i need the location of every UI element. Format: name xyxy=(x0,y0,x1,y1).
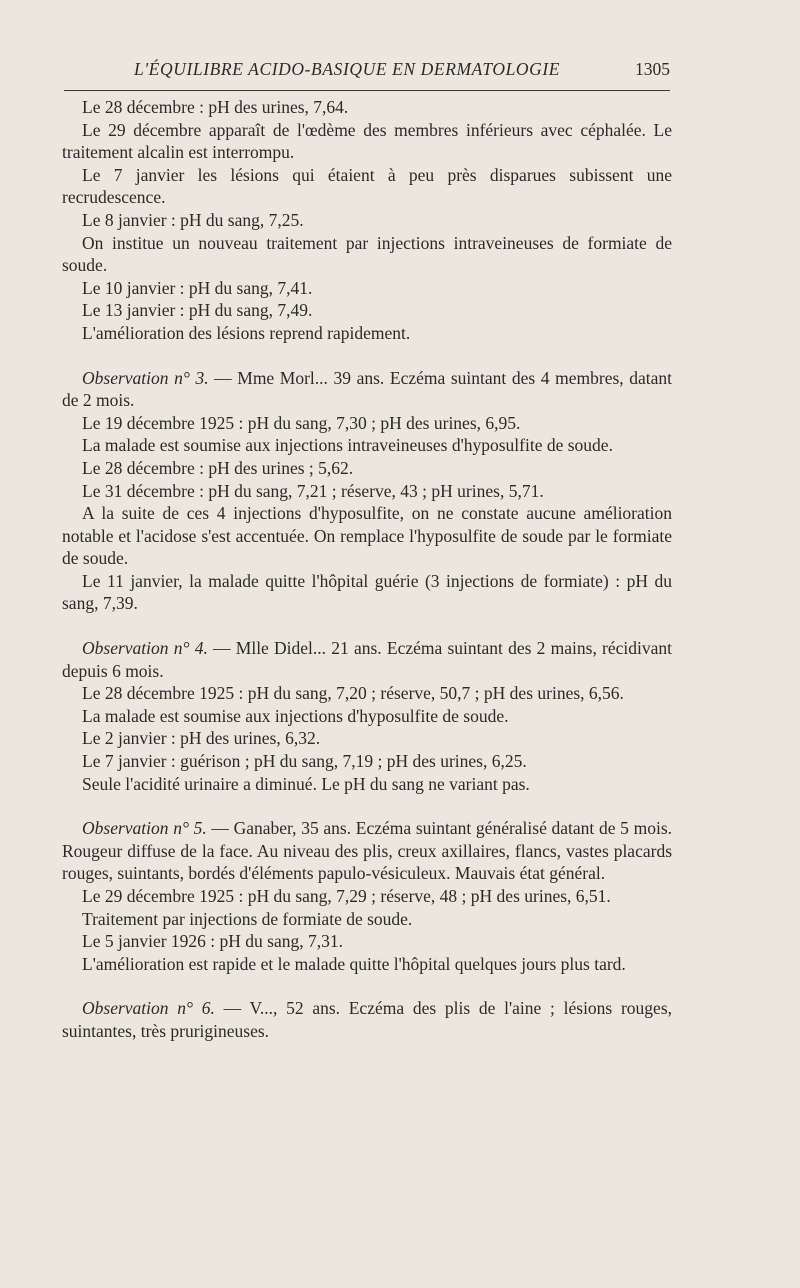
observation-4-heading xyxy=(62,637,672,682)
paragraph: Le 28 décembre : pH des urines ; 5,62. xyxy=(82,457,354,478)
paragraph: L'amélioration est rapide et le malade quitte l'hôpital quelques jours plus tard. xyxy=(82,953,626,974)
paragraph: La malade est soumise aux injections d'hyposulfite de soude. xyxy=(82,705,509,726)
paragraph: Le 29 décembre apparaît de l'œdème des membres inférieurs avec céphalée. Le traitement alcalin est interrompu. xyxy=(62,119,672,163)
paragraph: Le 5 janvier 1926 : pH du sang, 7,31. xyxy=(82,931,343,952)
section-gap xyxy=(62,615,672,637)
section-gap xyxy=(62,795,672,817)
paragraph: On institue un nouveau traitement par injections intraveineuses de formiate de soude. xyxy=(62,232,672,276)
paragraph: A la suite de ces 4 injections d'hyposulfite, on ne constate aucune amélioration notable et l'acidose s'est accentuée. On remplace l'hyposulfite de soude par le formiate de soude. xyxy=(62,503,672,569)
observation-intro: — Mlle Didel... 21 ans. Eczéma suintant des 2 mains, récidivant depuis 6 mois. xyxy=(62,638,672,681)
observation-3-heading xyxy=(62,367,672,412)
observation-intro: — Ganaber, 35 ans. Eczéma suintant généralisé datant de 5 mois. Rougeur diffuse de la face. Au niveau des plis, creux axillaires, flancs, vastes placards rouges, suintants, bordés d'éléments papulo-vésiculeux. Mauvais état général. xyxy=(62,818,673,884)
observation-5-heading xyxy=(62,817,672,885)
section-gap xyxy=(62,345,672,367)
paragraph: Le 19 décembre 1925 : pH du sang, 7,30 ; pH des urines, 6,95. xyxy=(82,412,521,433)
observation-intro: — Mme Morl... 39 ans. Eczéma suintant des 4 membres, datant de 2 mois. xyxy=(62,367,672,411)
paragraph: Le 13 janvier : pH du sang, 7,49. xyxy=(82,300,313,321)
paragraph: Le 7 janvier : guérison ; pH du sang, 7,19 ; pH des urines, 6,25. xyxy=(82,751,527,772)
paragraph: Seule l'acidité urinaire a diminué. Le pH du sang ne variant pas. xyxy=(82,773,530,794)
paragraph: Le 8 janvier : pH du sang, 7,25. xyxy=(82,209,304,230)
running-title: L'ÉQUILIBRE ACIDO-BASIQUE EN DERMATOLOGIE xyxy=(134,59,561,79)
running-head xyxy=(64,55,670,83)
observation-title: Observation n° 4. xyxy=(82,638,208,659)
paragraph: Le 2 janvier : pH des urines, 6,32. xyxy=(82,728,321,749)
observation-title: Observation n° 6. xyxy=(82,998,215,1019)
header-rule xyxy=(64,90,670,91)
paragraph: Le 28 décembre : pH des urines, 7,64. xyxy=(82,97,349,117)
paragraph: Traitement par injections de formiate de soude. xyxy=(82,908,413,929)
section-gap xyxy=(62,975,672,997)
paragraph: La malade est soumise aux injections intraveineuses d'hyposulfite de soude. xyxy=(82,435,613,456)
page-number: 1305 xyxy=(635,59,670,79)
observation-title: Observation n° 5. xyxy=(82,818,207,839)
paragraph: Le 28 décembre 1925 : pH du sang, 7,20 ; réserve, 50,7 ; pH des urines, 6,56. xyxy=(82,683,624,704)
paragraph: L'amélioration des lésions reprend rapidement. xyxy=(82,322,411,343)
observation-title: Observation n° 3. xyxy=(82,367,209,388)
observation-6-heading xyxy=(62,997,672,1042)
observation-intro: — V..., 52 ans. Eczéma des plis de l'aine ; lésions rouges, suintantes, très prurigineuses. xyxy=(62,998,672,1041)
body-text xyxy=(62,96,672,1043)
paragraph: Le 11 janvier, la malade quitte l'hôpital guérie (3 injections de formiate) : pH du sang, 7,39. xyxy=(62,570,672,614)
paragraph: Le 10 janvier : pH du sang, 7,41. xyxy=(82,277,313,298)
paragraph: Le 7 janvier les lésions qui étaient à peu près disparues subissent une recrudescence. xyxy=(62,164,672,208)
paragraph: Le 31 décembre : pH du sang, 7,21 ; réserve, 43 ; pH urines, 5,71. xyxy=(82,480,544,501)
paragraph: Le 29 décembre 1925 : pH du sang, 7,29 ; réserve, 48 ; pH des urines, 6,51. xyxy=(82,886,611,906)
